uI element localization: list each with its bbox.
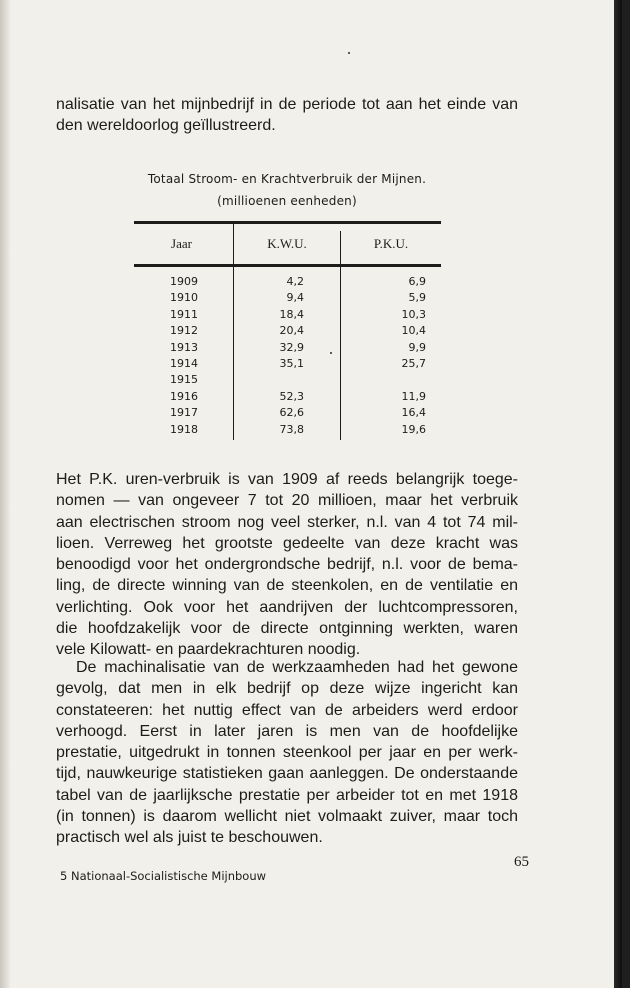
paragraph-line: den wereldoorlog geïllustreerd. bbox=[56, 117, 276, 135]
page-number: 65 bbox=[514, 854, 529, 870]
cell-year: 1909 bbox=[170, 275, 198, 288]
page-edge-shadow bbox=[614, 0, 622, 988]
body-paragraph-1 bbox=[56, 469, 518, 661]
paragraph-line: De machinalisatie van de werkzaamheden had het gewone bbox=[76, 659, 518, 676]
paragraph-line: nomen — van ongeveer 7 tot 20 millioen, maar het verbruik bbox=[56, 492, 518, 510]
footer-signature: 5 Nationaal-Socialistische Mijnbouw bbox=[60, 869, 267, 883]
paragraph-line: constateeren: het nuttig effect van de arbeiders werd erdoor bbox=[56, 701, 518, 719]
paper-speck bbox=[330, 352, 332, 354]
table-header-rule bbox=[134, 264, 441, 267]
table-caption-title: Totaal Stroom- en Krachtverbruik der Mijnen. bbox=[147, 172, 427, 186]
cell-year: 1916 bbox=[170, 389, 198, 403]
cell-kwu: 52,3 bbox=[279, 389, 304, 403]
consumption-table bbox=[134, 221, 441, 443]
cell-pku: 5,9 bbox=[408, 291, 426, 305]
paragraph-line: aan electrischen stroom nog veel sterker, n.l. van 4 tot 74 mil- bbox=[56, 513, 518, 531]
cell-pku: 11,9 bbox=[401, 389, 426, 403]
paragraph-line: benoodigd voor het ondergrondsche bedrijf, n.l. voor de bema- bbox=[56, 556, 518, 574]
paragraph-line: prestatie, uitgedrukt in tonnen steenkool per jaar en per werk- bbox=[56, 744, 518, 762]
table-header-kwu: K.W.U. bbox=[267, 236, 307, 251]
cell-year: 1910 bbox=[170, 291, 198, 305]
paragraph-line: practisch wel als juist te beschouwen. bbox=[56, 829, 323, 847]
table-caption-subtitle: (millioenen eenheden) bbox=[217, 194, 357, 208]
cell-year: 1917 bbox=[170, 406, 198, 420]
table-header-pku: P.K.U. bbox=[373, 236, 409, 251]
cell-kwu: 32,9 bbox=[279, 340, 304, 354]
cell-year: 1913 bbox=[170, 340, 198, 354]
cell-year: 1918 bbox=[170, 422, 198, 436]
paragraph-line: gevolg, dat men in elk bedrijf op deze wijze ingericht kan bbox=[56, 680, 518, 698]
paragraph-line: lioen. Verreweg het grootste gedeelte van deze kracht was bbox=[56, 534, 518, 552]
paragraph-line: die hoofdzakelijk voor de directe ontginning werkten, waren bbox=[56, 620, 518, 638]
paragraph-line: verlichting. Ook voor het aandrijven der luchtcompressoren, bbox=[56, 598, 518, 616]
table-top-rule bbox=[134, 221, 441, 224]
paragraph-line: Het P.K. uren-verbruik is van 1909 af reeds belangrijk toege- bbox=[56, 471, 518, 488]
cell-year: 1912 bbox=[170, 324, 198, 338]
cell-kwu: 18,4 bbox=[279, 307, 304, 321]
cell-pku: 10,4 bbox=[401, 324, 426, 338]
page-binding-shadow bbox=[0, 0, 10, 988]
paragraph-line: (in tonnen) is daarom wellicht niet volmaakt zuiver, maar toch bbox=[56, 808, 518, 826]
cell-kwu: 9,4 bbox=[286, 291, 304, 305]
cell-pku: 6,9 bbox=[408, 275, 426, 288]
cell-year: 1911 bbox=[170, 307, 198, 321]
body-paragraph-2 bbox=[56, 657, 518, 849]
cell-kwu: 4,2 bbox=[286, 275, 304, 288]
paragraph-line: tabel van de jaarlijksche prestatie per arbeider tot en met 1918 bbox=[56, 786, 518, 804]
paragraph-line: verhoogd. Eerst in later jaren is men van de hoofdelijke bbox=[56, 722, 518, 740]
cell-kwu: 20,4 bbox=[279, 324, 304, 338]
paragraph-line: nalisatie van het mijnbedrijf in de periode tot aan het einde van bbox=[56, 96, 518, 113]
cell-kwu: 62,6 bbox=[279, 406, 304, 420]
paper-speck bbox=[348, 52, 350, 54]
paragraph-line: ling, de directe winning van de steenkolen, en de ventilatie en bbox=[56, 577, 518, 595]
intro-paragraph bbox=[56, 94, 518, 137]
cell-kwu: 35,1 bbox=[279, 357, 304, 370]
table-header-jaar: Jaar bbox=[171, 236, 192, 251]
cell-pku: 25,7 bbox=[401, 357, 426, 370]
cell-pku: 19,6 bbox=[401, 422, 426, 436]
cell-pku: 16,4 bbox=[401, 406, 426, 420]
cell-year: 1915 bbox=[170, 373, 198, 387]
cell-kwu: 73,8 bbox=[279, 422, 304, 436]
cell-year: 1914 bbox=[170, 357, 198, 370]
paragraph-line: tijd, nauwkeurige statistieken gaan aanleggen. De onderstaande bbox=[56, 765, 518, 783]
paragraph-line: vele Kilowatt- en paardekrachturen noodig. bbox=[56, 641, 361, 659]
cell-pku: 10,3 bbox=[401, 307, 426, 321]
cell-pku: 9,9 bbox=[408, 340, 426, 354]
